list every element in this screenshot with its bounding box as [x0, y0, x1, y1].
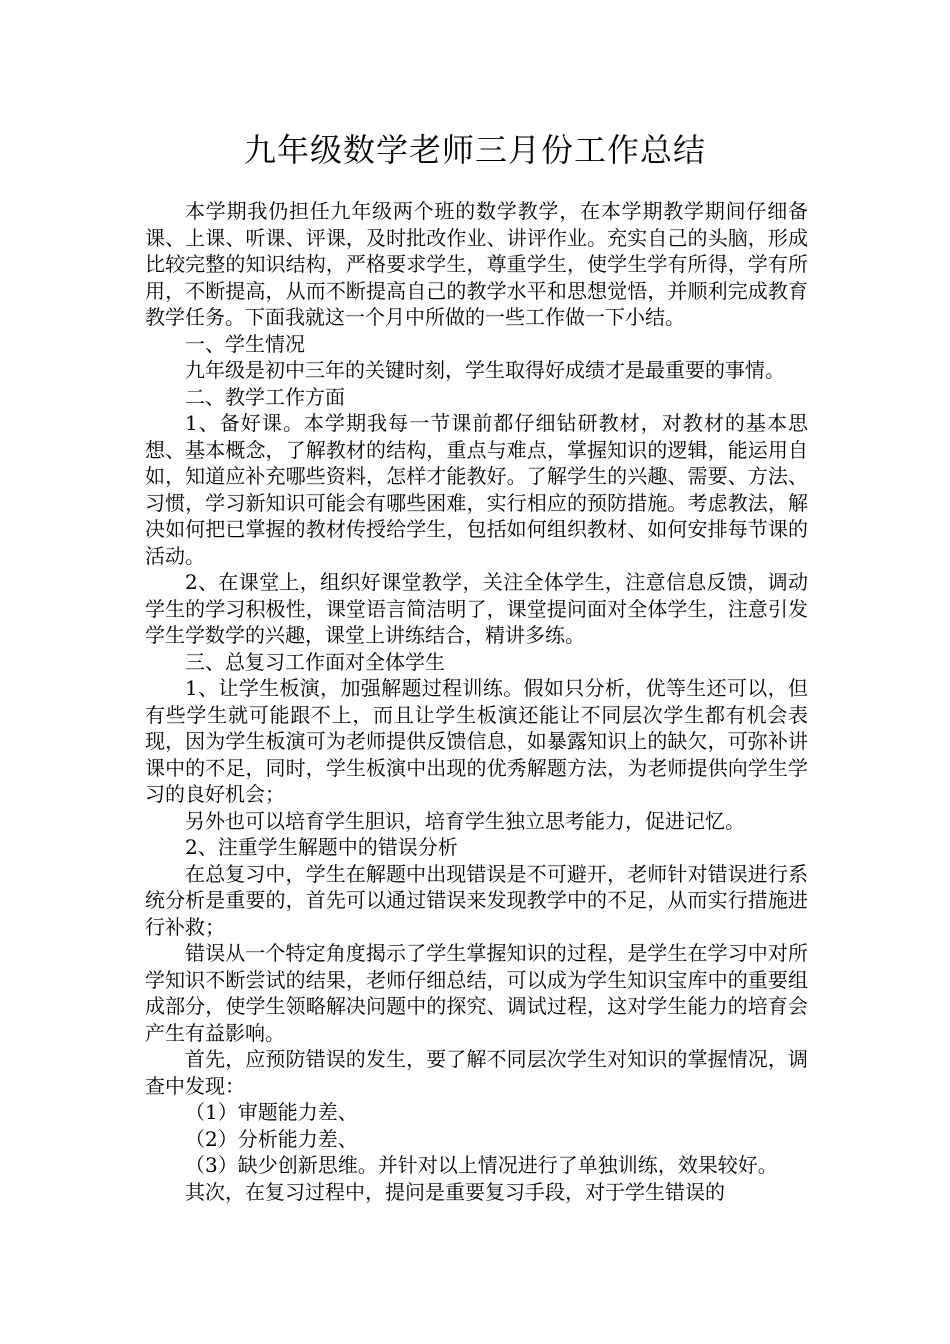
section-heading-students: 一、学生情况: [185, 331, 305, 356]
paragraph-classroom: 2、在课堂上，组织好课堂教学，关注全体学生，注意信息反馈，调动学生的学习积极性，课堂语言简洁明了，课堂提问面对全体学生，注意引发学生学数学的兴趣，课堂上讲练结合，精讲多练。: [145, 570, 808, 647]
section-heading-review: 三、总复习工作面对全体学生: [185, 649, 445, 674]
list-item-3: （3）缺少创新思维。并针对以上情况进行了单独训练，效果较好。: [185, 1153, 778, 1177]
paragraph-board-work: 1、让学生板演，加强解题过程训练。假如只分析，优等生还可以，但有些学生就可能跟不上，而且让学生板演还能让不同层次学生都有机会表现，因为学生板演可为老师提供反馈信息，如暴露知识上的缺欠，可弥补讲课中的不足，同时，学生板演中出现的优秀解题方法，为老师提供向学生学习的良好机会；: [145, 676, 808, 806]
paragraph-review-errors: 在总复习中，学生在解题中出现错误是不可避开，老师针对错误进行系统分析是重要的，首先可以通过错误来发现教学中的不足，从而实行措施进行补救；: [145, 861, 808, 939]
paragraph-courage: 另外也可以培育学生胆识，培育学生独立思考能力，促进记忆。: [185, 808, 745, 833]
list-item-2: （2）分析能力差、: [185, 1126, 358, 1151]
paragraph-intro: 本学期我仍担任九年级两个班的数学教学，在本学期教学期间仔细备课、上课、听课、评课，及时批改作业、讲评作业。充实自己的头脑，形成比较完整的知识结构，严格要求学生，尊重学生，使学生学有所得，学有所用，不断提高，从而不断提高自己的教学水平和思想觉悟，并顺利完成教育教学任务。下面我就这一个月中所做的一些工作做一下小结。: [145, 199, 808, 329]
paragraph-students: 九年级是初中三年的关键时刻，学生取得好成绩才是最重要的事情。: [185, 358, 785, 382]
paragraph-questioning: 其次，在复习过程中，提问是重要复习手段，对于学生错误的: [185, 1179, 725, 1204]
section-heading-teaching: 二、教学工作方面: [185, 384, 345, 409]
document-body: [145, 198, 808, 1205]
paragraph-prevent-errors: 首先，应预防错误的发生，要了解不同层次学生对知识的掌握情况，调查中发现：: [145, 1047, 808, 1098]
document-title: 九年级数学老师三月份工作总结: [243, 131, 706, 169]
list-item-1: （1）审题能力差、: [185, 1100, 358, 1124]
subheading-error-analysis: 2、注重学生解题中的错误分析: [185, 835, 458, 859]
paragraph-error-process: 错误从一个特定角度揭示了学生掌握知识的过程，是学生在学习中对所学知识不断尝试的结果，老师仔细总结，可以成为学生知识宝库中的重要组成部分，使学生领略解决问题中的探究、调试过程，这对学生能力的培育会产生有益影响。: [145, 941, 808, 1045]
paragraph-lesson-prep: 1、备好课。本学期我每一节课前都仔细钻研教材，对教材的基本思想、基本概念，了解教材的结构，重点与难点，掌握知识的逻辑，能运用自如，知道应补充哪些资料，怎样才能教好。了解学生的兴趣、需要、方法、习惯，学习新知识可能会有哪些困难，实行相应的预防措施。考虑教法，解决如何把已掌握的教材传授给学生，包括如何组织教材、如何安排每节课的活动。: [145, 411, 808, 568]
